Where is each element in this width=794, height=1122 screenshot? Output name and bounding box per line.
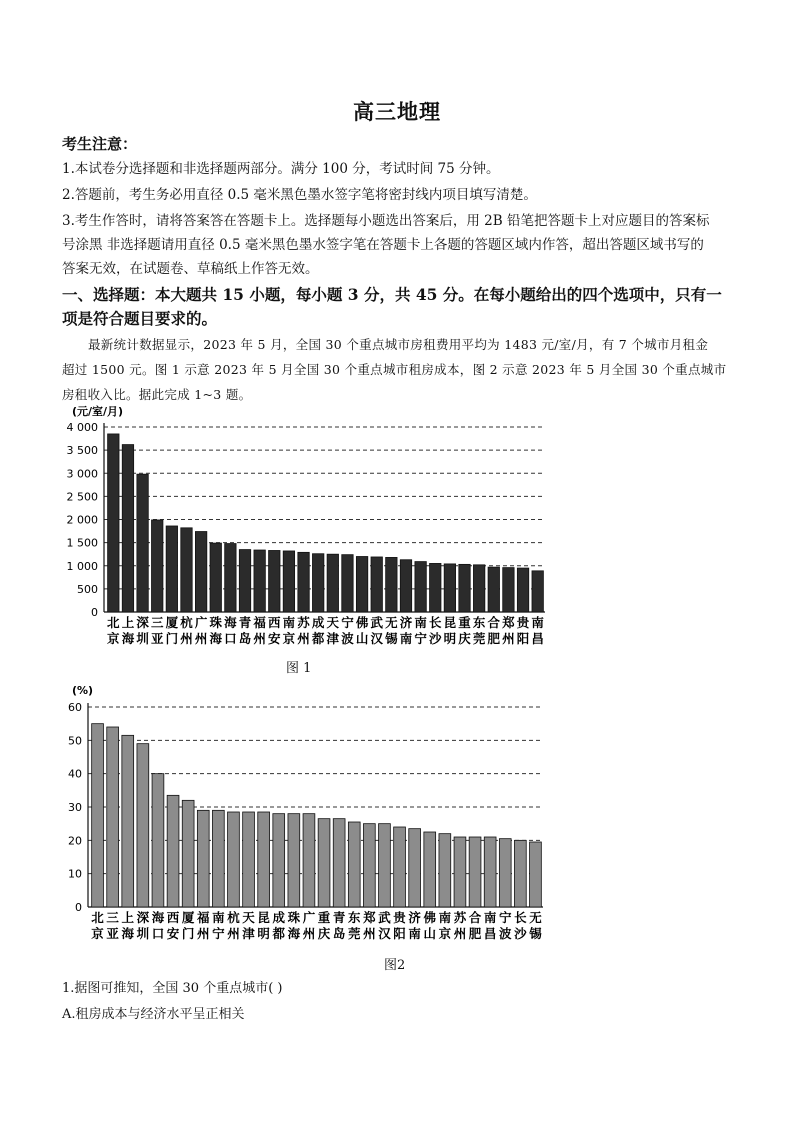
bar-25 xyxy=(454,837,466,907)
x-tick-label: 福 xyxy=(253,615,266,630)
x-tick-label: 庆 xyxy=(458,631,471,646)
bar-14 xyxy=(298,552,309,612)
notice-item-3-cont: 号涂黑 非选择题请用直径 0.5 毫米黑色墨水签字笔在答题卡上各题的答题区域内作答，超出答题区域书写的 xyxy=(62,237,704,253)
bar-23 xyxy=(430,563,441,612)
figure-2-caption: 图2 xyxy=(384,958,406,973)
bar-30 xyxy=(532,571,543,612)
question-1-stem: 1.据图可推知，全国 30 个重点城市( ) xyxy=(62,981,283,996)
x-tick-label: 厦 xyxy=(165,615,179,630)
x-tick-label: 阳 xyxy=(393,926,406,941)
x-tick-label: 圳 xyxy=(136,631,149,646)
x-tick-label: 北 xyxy=(91,910,104,925)
figure-2-chart xyxy=(0,680,794,945)
y-tick-label: 10 xyxy=(68,867,82,881)
bar-4 xyxy=(152,520,163,612)
bar-12 xyxy=(258,812,270,907)
bar-17 xyxy=(342,555,353,612)
bar-12 xyxy=(269,550,280,612)
bar-29 xyxy=(517,568,528,612)
x-tick-label: 无 xyxy=(529,910,542,925)
bar-21 xyxy=(394,827,406,907)
x-tick-label: 昆 xyxy=(443,615,457,630)
x-tick-label: 昆 xyxy=(257,910,270,925)
figure-1-chart xyxy=(0,400,794,660)
bar-30 xyxy=(530,842,542,907)
x-tick-label: 汉 xyxy=(378,926,391,941)
x-tick-label: 州 xyxy=(196,926,210,941)
x-tick-label: 南 xyxy=(408,926,421,941)
x-tick-label: 无 xyxy=(385,615,398,630)
x-tick-label: 北 xyxy=(107,615,120,630)
page-title: 高三地理 xyxy=(353,99,441,124)
bar-26 xyxy=(469,837,481,907)
question-1-option-a: A.租房成本与经济水平呈正相关 xyxy=(62,1007,245,1022)
bar-1 xyxy=(92,724,104,907)
x-tick-label: 州 xyxy=(253,631,266,646)
bar-21 xyxy=(400,560,411,612)
x-tick-label: 莞 xyxy=(347,926,361,941)
x-tick-label: 都 xyxy=(272,926,286,941)
bar-25 xyxy=(459,564,470,612)
y-tick-label: 2 000 xyxy=(66,513,98,527)
bar-10 xyxy=(228,812,240,907)
x-tick-label: 州 xyxy=(194,631,208,646)
bar-29 xyxy=(514,840,526,907)
x-tick-label: 州 xyxy=(302,926,316,941)
x-tick-label: 郑 xyxy=(363,910,376,925)
x-tick-label: 宁 xyxy=(212,926,225,941)
x-tick-label: 沙 xyxy=(428,631,442,646)
x-tick-label: 佛 xyxy=(355,615,369,630)
x-tick-label: 岛 xyxy=(238,631,252,646)
x-tick-label: 明 xyxy=(443,631,457,646)
x-tick-label: 昌 xyxy=(483,926,497,941)
y-tick-label: 40 xyxy=(68,767,82,781)
x-tick-label: 南 xyxy=(414,615,427,630)
x-tick-label: 州 xyxy=(363,926,376,941)
x-tick-label: 三 xyxy=(106,910,119,925)
bar-11 xyxy=(243,812,255,907)
x-tick-label: 锡 xyxy=(529,926,542,941)
bar-13 xyxy=(273,814,285,907)
x-tick-label: 青 xyxy=(332,910,346,925)
x-tick-label: 门 xyxy=(165,631,179,646)
x-tick-label: 亚 xyxy=(150,631,164,646)
x-tick-label: 海 xyxy=(209,631,223,646)
bar-1 xyxy=(108,434,119,612)
x-tick-label: 肥 xyxy=(487,631,501,646)
x-tick-label: 口 xyxy=(224,631,237,646)
x-tick-label: 南 xyxy=(399,631,413,646)
x-tick-label: 三 xyxy=(150,615,164,630)
x-tick-label: 苏 xyxy=(453,910,467,925)
intro-line-2: 超过 1500 元。图 1 示意 2023 年 5 月全国 30 个重点城市租房成本，图 2 示意 2023 年 5 月全国 30 个重点城市 xyxy=(62,362,727,377)
x-tick-label: 安 xyxy=(268,631,281,646)
x-tick-label: 汉 xyxy=(370,631,383,646)
x-tick-label: 圳 xyxy=(136,926,150,941)
x-tick-label: 济 xyxy=(399,615,413,630)
bar-3 xyxy=(137,474,148,612)
y-tick-label: 50 xyxy=(68,734,82,748)
bar-18 xyxy=(348,822,360,907)
y-tick-label: 0 xyxy=(75,901,82,914)
x-tick-label: 京 xyxy=(107,631,120,646)
x-tick-label: 深 xyxy=(136,615,149,630)
x-tick-label: 岛 xyxy=(332,926,346,941)
x-tick-label: 庆 xyxy=(317,926,331,941)
x-tick-label: 都 xyxy=(311,631,325,646)
bar-2 xyxy=(122,445,133,612)
bar-7 xyxy=(182,800,194,907)
notice-item-2: 2.答题前，考生务必用直径 0.5 毫米黑色墨水签字笔将密封线内项目填写清楚。 xyxy=(62,187,537,203)
x-tick-label: 贵 xyxy=(516,615,530,630)
x-tick-label: 山 xyxy=(423,926,437,941)
x-tick-label: 州 xyxy=(227,926,240,941)
x-tick-label: 山 xyxy=(355,631,369,646)
x-tick-label: 肥 xyxy=(468,926,482,941)
x-tick-label: 津 xyxy=(242,926,255,941)
intro-line-3: 房租收入比。据此完成 1~3 题。 xyxy=(62,387,252,402)
bar-5 xyxy=(152,774,164,907)
x-tick-label: 明 xyxy=(257,926,270,941)
bar-3 xyxy=(122,735,134,907)
x-tick-label: 海 xyxy=(121,926,135,941)
bar-27 xyxy=(488,567,499,612)
y-tick-label: 30 xyxy=(68,801,82,814)
x-tick-label: 福 xyxy=(196,910,210,925)
x-tick-label: 海 xyxy=(121,631,135,646)
bar-9 xyxy=(225,544,236,612)
bar-22 xyxy=(415,562,426,612)
x-tick-label: 海 xyxy=(224,615,237,630)
y-tick-label: 20 xyxy=(68,834,82,848)
x-tick-label: 合 xyxy=(487,615,501,630)
x-tick-label: 广 xyxy=(302,910,316,925)
x-tick-label: 门 xyxy=(181,926,195,941)
bar-15 xyxy=(303,814,315,907)
x-tick-label: 东 xyxy=(347,910,361,925)
y-tick-label: 3 000 xyxy=(66,467,98,481)
x-tick-label: 武 xyxy=(378,910,391,925)
x-tick-label: 南 xyxy=(531,615,544,630)
x-tick-label: 长 xyxy=(428,615,442,630)
bar-19 xyxy=(371,557,382,612)
y-tick-label: 2 500 xyxy=(66,490,98,504)
y-tick-label: 1 000 xyxy=(66,559,98,573)
bar-28 xyxy=(499,839,511,907)
x-tick-label: 莞 xyxy=(472,631,486,646)
bar-27 xyxy=(484,837,496,907)
x-tick-label: 锡 xyxy=(385,631,398,646)
x-tick-label: 合 xyxy=(468,910,482,925)
x-tick-label: 津 xyxy=(326,631,340,646)
y-axis-unit-label: (%) xyxy=(72,684,94,697)
section-heading: 一、选择题：本大题共 15 小题，每小题 3 分，共 45 分。在每小题给出的四个选项中，只有一 xyxy=(62,285,722,304)
bar-15 xyxy=(312,554,323,612)
bar-7 xyxy=(195,532,206,612)
bar-13 xyxy=(283,551,294,612)
bar-18 xyxy=(356,557,367,613)
bar-2 xyxy=(107,727,119,907)
x-tick-label: 东 xyxy=(472,615,486,630)
x-tick-label: 宁 xyxy=(498,910,512,925)
x-tick-label: 天 xyxy=(326,615,340,630)
x-tick-label: 杭 xyxy=(227,910,240,925)
bar-6 xyxy=(181,528,192,612)
x-tick-label: 郑 xyxy=(502,615,515,630)
x-tick-label: 成 xyxy=(272,910,286,925)
figure-1-caption: 图 1 xyxy=(286,661,312,676)
x-tick-label: 昌 xyxy=(531,631,544,646)
notice-heading: 考生注意： xyxy=(62,135,138,153)
y-tick-label: 60 xyxy=(68,701,82,714)
x-tick-label: 上 xyxy=(121,910,135,925)
x-tick-label: 波 xyxy=(341,631,354,646)
x-tick-label: 深 xyxy=(136,910,150,925)
x-tick-label: 西 xyxy=(268,615,281,630)
bar-23 xyxy=(424,832,436,907)
x-tick-label: 南 xyxy=(212,910,225,925)
bar-16 xyxy=(318,819,330,907)
x-tick-label: 州 xyxy=(502,631,515,646)
x-tick-label: 武 xyxy=(370,615,383,630)
bar-8 xyxy=(210,543,221,612)
x-tick-label: 京 xyxy=(282,631,296,646)
x-tick-label: 阳 xyxy=(516,631,530,646)
bar-14 xyxy=(288,814,300,907)
intro-text xyxy=(62,332,742,407)
bar-22 xyxy=(409,829,421,907)
y-tick-label: 4 000 xyxy=(66,421,98,434)
x-tick-label: 长 xyxy=(514,910,527,925)
x-tick-label: 亚 xyxy=(106,926,119,941)
intro-line-1: 最新统计数据显示，2023 年 5 月，全国 30 个重点城市房租费用平均为 1483 元/室/月，有 7 个城市月租金 xyxy=(88,337,709,352)
bar-16 xyxy=(327,554,338,612)
x-tick-label: 州 xyxy=(453,926,467,941)
bar-11 xyxy=(254,550,265,612)
x-tick-label: 波 xyxy=(498,926,512,941)
x-tick-label: 京 xyxy=(438,926,452,941)
x-tick-label: 天 xyxy=(242,910,255,925)
x-tick-label: 广 xyxy=(194,615,208,630)
x-tick-label: 青 xyxy=(238,615,252,630)
x-tick-label: 南 xyxy=(438,910,452,925)
bar-24 xyxy=(444,564,455,612)
x-tick-label: 成 xyxy=(311,615,325,630)
bar-20 xyxy=(379,824,391,907)
x-tick-label: 海 xyxy=(151,910,165,925)
x-tick-label: 西 xyxy=(166,910,180,925)
x-tick-label: 州 xyxy=(297,631,310,646)
x-tick-label: 珠 xyxy=(209,615,223,630)
x-tick-label: 重 xyxy=(458,615,471,630)
x-tick-label: 上 xyxy=(121,615,135,630)
x-tick-label: 佛 xyxy=(423,910,437,925)
y-axis-unit-label: (元/室/月) xyxy=(72,405,124,418)
bar-6 xyxy=(167,795,179,907)
x-tick-label: 海 xyxy=(287,926,301,941)
x-tick-label: 沙 xyxy=(514,926,527,941)
bar-10 xyxy=(239,550,250,612)
bar-20 xyxy=(386,557,397,612)
bar-4 xyxy=(137,744,149,907)
bar-9 xyxy=(212,810,224,907)
x-tick-label: 珠 xyxy=(287,910,301,925)
x-tick-label: 重 xyxy=(317,910,331,925)
bar-8 xyxy=(197,810,209,907)
x-tick-label: 厦 xyxy=(181,910,195,925)
bar-24 xyxy=(439,834,451,907)
x-tick-label: 宁 xyxy=(341,615,354,630)
y-tick-label: 3 500 xyxy=(66,444,98,458)
y-tick-label: 0 xyxy=(91,606,98,619)
y-tick-label: 1 500 xyxy=(66,536,98,550)
bar-17 xyxy=(333,819,345,907)
bar-19 xyxy=(363,824,375,907)
x-tick-label: 南 xyxy=(282,615,296,630)
x-tick-label: 安 xyxy=(166,926,180,941)
notice-item-3: 3.考生作答时，请将答案答在答题卡上。选择题每小题选出答案后，用 2B 铅笔把答题卡上对应题目的答案标 xyxy=(62,213,710,229)
x-tick-label: 济 xyxy=(408,910,421,925)
section-heading-cont: 项是符合题目要求的。 xyxy=(62,309,218,328)
bar-28 xyxy=(503,568,514,612)
bar-5 xyxy=(166,526,177,612)
x-tick-label: 南 xyxy=(483,910,497,925)
y-tick-label: 500 xyxy=(77,582,98,596)
notice-item-1: 1.本试卷分选择题和非选择题两部分。满分 100 分，考试时间 75 分钟。 xyxy=(62,161,500,177)
x-tick-label: 京 xyxy=(91,926,104,941)
x-tick-label: 贵 xyxy=(393,910,406,925)
x-tick-label: 宁 xyxy=(414,631,427,646)
x-tick-label: 苏 xyxy=(297,615,310,630)
bar-26 xyxy=(473,565,484,612)
x-tick-label: 杭 xyxy=(180,615,193,630)
x-tick-label: 州 xyxy=(180,631,193,646)
notice-item-3-end: 答案无效，在试题卷、草稿纸上作答无效。 xyxy=(62,261,319,277)
x-tick-label: 口 xyxy=(151,926,165,941)
